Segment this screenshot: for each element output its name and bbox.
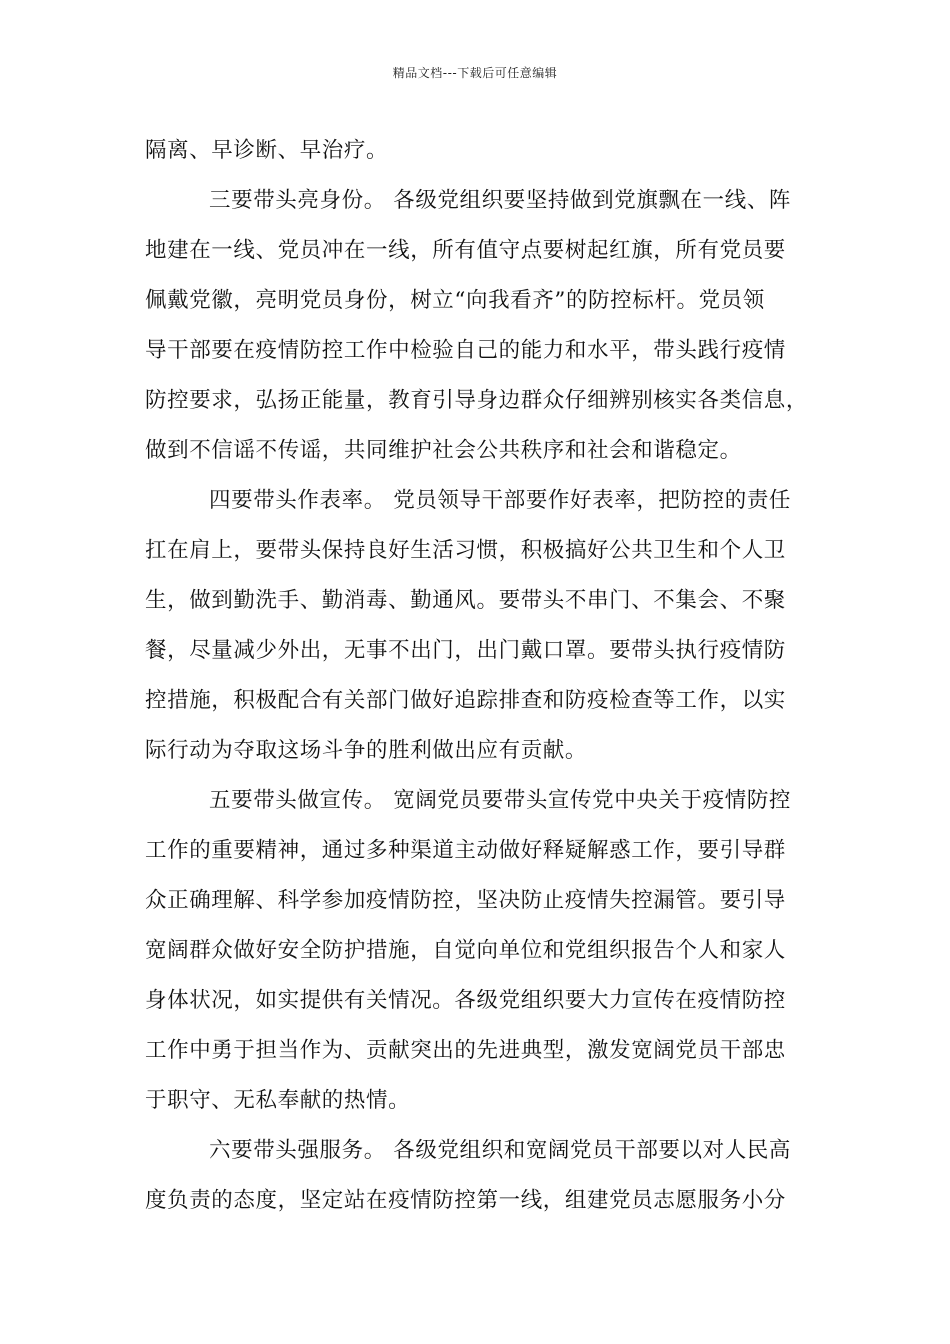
paragraph-heading-line: 六要带头强服务。 各级党组织和宽阔党员干部要以对人民高 xyxy=(209,1138,792,1163)
text-line: 隔离、早诊断、早治疗。 xyxy=(145,138,389,163)
text-line: 佩戴党徽，亮明党员身份，树立“向我看齐”的防控标杆。党员领 xyxy=(145,288,765,313)
text-line: 扛在肩上，要带头保持良好生活习惯，积极搞好公共卫生和个人卫 xyxy=(145,538,786,563)
document-body xyxy=(145,126,807,1226)
text-line: 度负责的态度，坚定站在疫情防控第一线，组建党员志愿服务小分 xyxy=(145,1188,786,1213)
text-line: 地建在一线、党员冲在一线，所有值守点要树起红旗，所有党员要 xyxy=(145,238,786,263)
text-line: 导干部要在疫情防控工作中检验自己的能力和水平，带头践行疫情 xyxy=(145,338,786,363)
text-line: 生，做到勤洗手、勤消毒、勤通风。要带头不串门、不集会、不聚 xyxy=(145,588,786,613)
paragraph-heading-line: 五要带头做宣传。 宽阔党员要带头宣传党中央关于疫情防控 xyxy=(209,788,792,813)
paragraph-heading-line: 三要带头亮身份。 各级党组织要坚持做到党旗飘在一线、阵 xyxy=(209,188,792,213)
text-line: 防控要求，弘扬正能量，教育引导身边群众仔细辨别核实各类信息， xyxy=(145,388,809,413)
text-line: 宽阔群众做好安全防护措施，自觉向单位和党组织报告个人和家人 xyxy=(145,938,786,963)
text-line: 工作的重要精神，通过多种渠道主动做好释疑解惑工作，要引导群 xyxy=(145,838,786,863)
paragraph-heading-line: 四要带头作表率。 党员领导干部要作好表率，把防控的责任 xyxy=(209,488,792,513)
text-line: 际行动为夺取这场斗争的胜利做出应有贡献。 xyxy=(145,738,588,763)
text-line: 工作中勇于担当作为、贡献突出的先进典型，激发宽阔党员干部忠 xyxy=(145,1038,786,1063)
page-header: 精品文档---下载后可任意编辑 xyxy=(392,66,558,80)
text-line: 身体状况，如实提供有关情况。各级党组织要大力宣传在疫情防控 xyxy=(145,988,786,1013)
text-line: 于职守、无私奉献的热情。 xyxy=(145,1088,411,1113)
text-line: 控措施，积极配合有关部门做好追踪排查和防疫检查等工作，以实 xyxy=(145,688,786,713)
text-line: 众正确理解、科学参加疫情防控，坚决防止疫情失控漏管。要引导 xyxy=(145,888,786,913)
text-line: 餐，尽量减少外出，无事不出门，出门戴口罩。要带头执行疫情防 xyxy=(145,638,786,663)
text-line: 做到不信谣不传谣，共同维护社会公共秩序和社会和谐稳定。 xyxy=(145,438,742,463)
